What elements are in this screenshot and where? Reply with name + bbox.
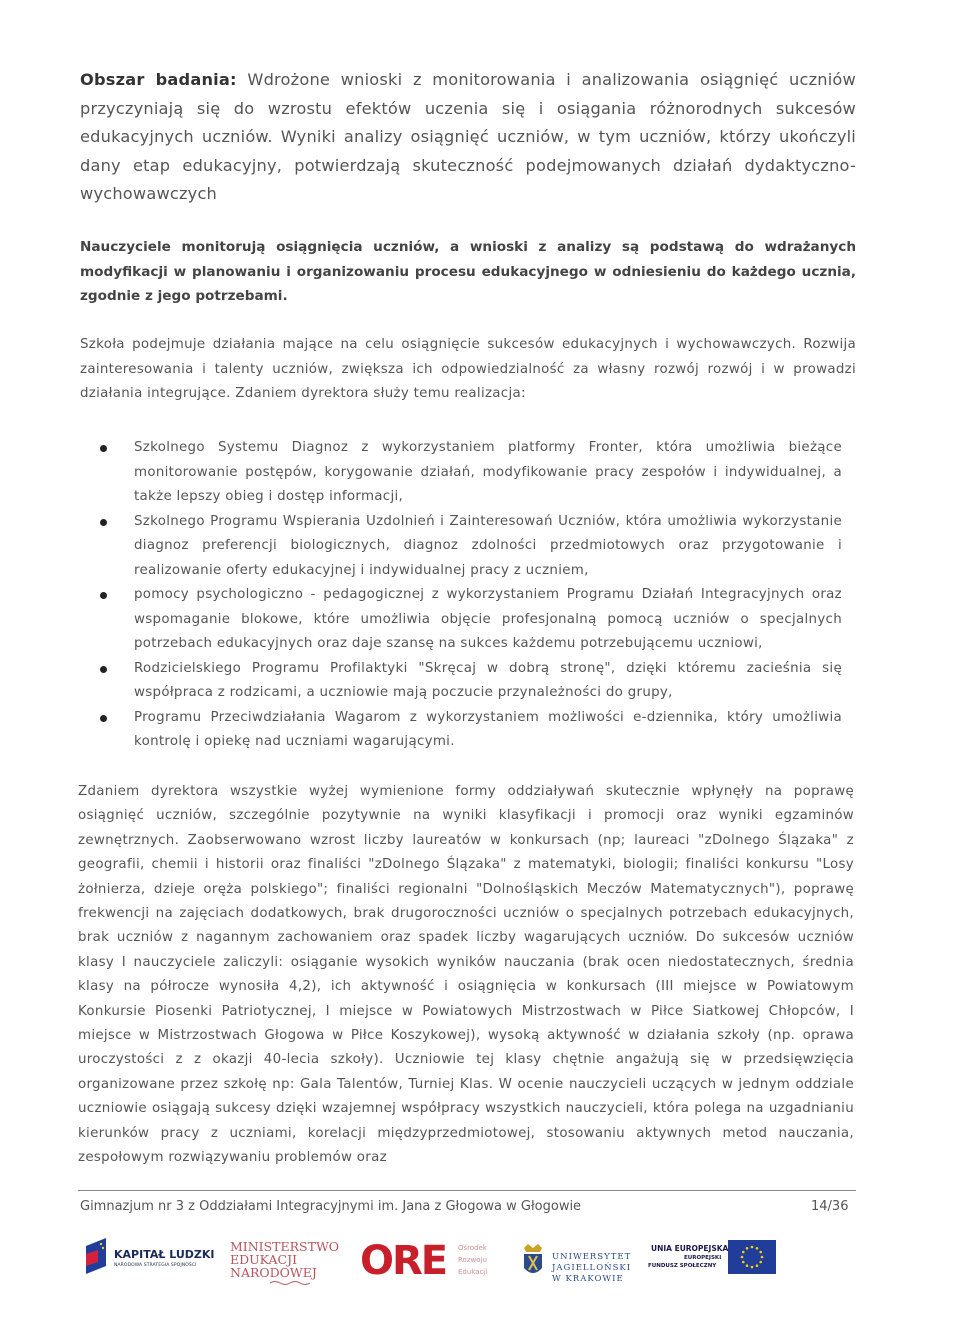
uj-line-1: UNIWERSYTET bbox=[552, 1252, 632, 1262]
uj-name bbox=[552, 1252, 631, 1285]
ore-line-3: Edukacji bbox=[458, 1268, 488, 1276]
ministry-wave-icon bbox=[270, 1280, 310, 1286]
uj-line-2: JAGIELLOŃSKI bbox=[552, 1263, 632, 1273]
eu-line-1: UNIA EUROPEJSKA bbox=[651, 1244, 729, 1253]
ministry-line-3: NARODOWEJ bbox=[230, 1265, 317, 1280]
ministry-line-1: MINISTERSTWO bbox=[230, 1239, 340, 1254]
bullet-icon bbox=[100, 592, 107, 599]
uj-logo bbox=[520, 1238, 630, 1292]
eu-line-2: EUROPEJSKI bbox=[684, 1255, 722, 1261]
list-item bbox=[98, 583, 842, 657]
page-number: 14/36 bbox=[811, 1199, 849, 1214]
list-item-text: Rodzicielskiego Programu Profilaktyki "Skręcaj w dobrą stronę", dzięki któremu zacieśnia się współpraca z rodzicami, a uczniowie mają poczucie przynależności do grupy, bbox=[134, 660, 842, 700]
bold-statement: Nauczyciele monitorują osiągnięcia uczniów, a wnioski z analizy są podstawą do wdrażanych modyfikacji w planowaniu i organizowaniu procesu edukacyjnego w odniesieniu do każdego ucznia, zgodnie z jego potrzebami. bbox=[80, 239, 856, 304]
list-item bbox=[98, 706, 842, 755]
eu-line-3: FUNDUSZ SPOŁECZNY bbox=[648, 1263, 717, 1269]
ore-mark: ORE bbox=[360, 1238, 447, 1284]
intro-paragraph: Szkoła podejmuje działania mające na celu osiągnięcie sukcesów edukacyjnych i wychowawczych. Rozwija zainteresowania i talenty uczniów, zwiększa ich odpowiedzialność za własny rozwój rozwój i w prowadzi działania integrujące. Zdaniem dyrektora służy temu realizacja: bbox=[80, 337, 856, 401]
ore-line-1: Ośrodek bbox=[458, 1244, 487, 1252]
ore-line-2: Rozwoju bbox=[458, 1256, 487, 1264]
footer-school-name: Gimnazjum nr 3 z Oddziałami Integracyjnymi im. Jana z Głogowa w Głogowie bbox=[80, 1199, 582, 1214]
ministry-logo bbox=[230, 1240, 340, 1290]
list-item-text: Szkolnego Systemu Diagnoz z wykorzystaniem platformy Fronter, która umożliwia bieżące monitorowanie postępów, korygowanie działań, modyfikowanie pracy zespołów i indywidualnej, a także lepszy obieg i dostęp informacji, bbox=[134, 440, 842, 504]
research-area-paragraph bbox=[80, 66, 856, 209]
kapital-ludzki-title: KAPITAŁ LUDZKI bbox=[114, 1248, 215, 1261]
list-item bbox=[98, 436, 842, 510]
list-item bbox=[98, 510, 842, 584]
kapital-ludzki-logo bbox=[84, 1232, 215, 1284]
list-item bbox=[98, 657, 842, 706]
ore-logo bbox=[360, 1238, 495, 1288]
eu-flag-icon bbox=[728, 1240, 776, 1274]
bullet-icon bbox=[100, 519, 107, 526]
footer-divider bbox=[78, 1190, 856, 1191]
uj-crest-icon bbox=[520, 1242, 546, 1282]
measures-list bbox=[98, 436, 842, 755]
research-area-label: Obszar badania: bbox=[80, 70, 237, 89]
list-item-text: pomocy psychologiczno - pedagogicznej z wykorzystaniem Programu Działań Integracyjnych oraz wspomaganie blokowe, które umożliwia objęcie profesjonalną pomocą uczniów o specjalnych potrzebach edukacyjnych oraz daje szansę na sukces każdemu potrzebującemu uczniowi, bbox=[134, 587, 842, 651]
bullet-icon bbox=[100, 715, 107, 722]
eu-logo bbox=[648, 1240, 778, 1284]
bullet-icon bbox=[100, 445, 107, 452]
ore-full-name bbox=[458, 1242, 487, 1278]
list-item-text: Programu Przeciwdziałania Wagarom z wykorzystaniem możliwości e-dziennika, który umożliwia kontrolę i opiekę nad uczniami wagarującymi. bbox=[134, 709, 842, 749]
uj-line-3: W KRAKOWIE bbox=[552, 1274, 624, 1284]
list-item-text: Szkolnego Programu Wspierania Uzdolnień i Zainteresowań Uczniów, która umożliwia wykorzystanie diagnoz preferencji biologicznych, diagnoz zdolności przedmiotowych oraz przygotowanie i realizowanie oferty edukacyjnej i indywidualnej pracy z uczniem, bbox=[134, 513, 842, 578]
research-area-text: Wdrożone wnioski z monitorowania i analizowania osiągnięć uczniów przyczyniają się do wzrostu efektów uczenia się i osiągania różnorodnych sukcesów edukacyjnych uczniów. Wyniki analizy osiągnięć uczniów, w tym uczniów, którzy ukończyli dany etap edukacyjny, potwierdzają skuteczność podejmowanych działań dydaktyczno-wychowawczych bbox=[80, 70, 856, 203]
ministry-line-2: EDUKACJI bbox=[230, 1252, 298, 1267]
bullet-icon bbox=[100, 666, 107, 673]
kapital-ludzki-flag-icon bbox=[84, 1236, 108, 1276]
summary-paragraph: Zdaniem dyrektora wszystkie wyżej wymienione formy oddziaływań skutecznie wpłynęły na poprawę osiągnięć uczniów, szczególnie pozytywnie na wyniki klasyfikacji i promocji oraz wyniki egzaminów zewnętrznych. Zaobserwowano wzrost liczby laureatów w konkursach (np; laureaci "zDolnego Ślązaka" z geografii, chemii i historii oraz finaliści "zDolnego Ślązaka" z matematyki, biologii; finaliści konkursu "Losy żołnierza, dzieje oręża polskiego"; finaliści regionalni "Dolnośląskich Meczów Matematycznych"), poprawę frekwencji na zajęciach dodatkowych, brak drugoroczności uczniów o specjalnych potrzebach edukacyjnych, brak uczniów z nagannym zachowaniem oraz spadek liczby wagarujących uczniów. Do sukcesów uczniów klasy I nauczyciele zaliczyli: osiąganie wysokich wyników nauczania (brak ocen niedostatecznych, średnia klasy na półrocze wynosiła 4,2), ich aktywność i osiągnięcia w konkursach (III miejsce w Powiatowym Konkursie Piosenki Patriotycznej, I miejsce w Powiatowych Mistrzostwach w Piłce Siatkowej Chłopców, I miejsce w Mistrzostwach Głogowa w Piłce Koszykowej), wysoką aktywność w działania szkoły (np. oprawa uroczystości z z okazji 40-lecia szkoły). Uczniowie tej klasy chętnie angażują się w przedsięwzięcia organizowane przez szkołę np: Gala Talentów, Turniej Klas. W ocenie nauczycieli uczących w jednym oddziale uczniowie osiągają sukcesy dzięki wzajemnej współpracy wszystkich nauczycieli, która polega na uzgadnianiu kierunków pracy z uczniami, korelacji międzyprzedmiotowej, stosowaniu aktywnych metod nauczania, zespołowym rozwiązywaniu problemów oraz bbox=[78, 784, 854, 1166]
kapital-ludzki-subtitle: NARODOWA STRATEGIA SPÓJNOŚCI bbox=[114, 1263, 197, 1268]
